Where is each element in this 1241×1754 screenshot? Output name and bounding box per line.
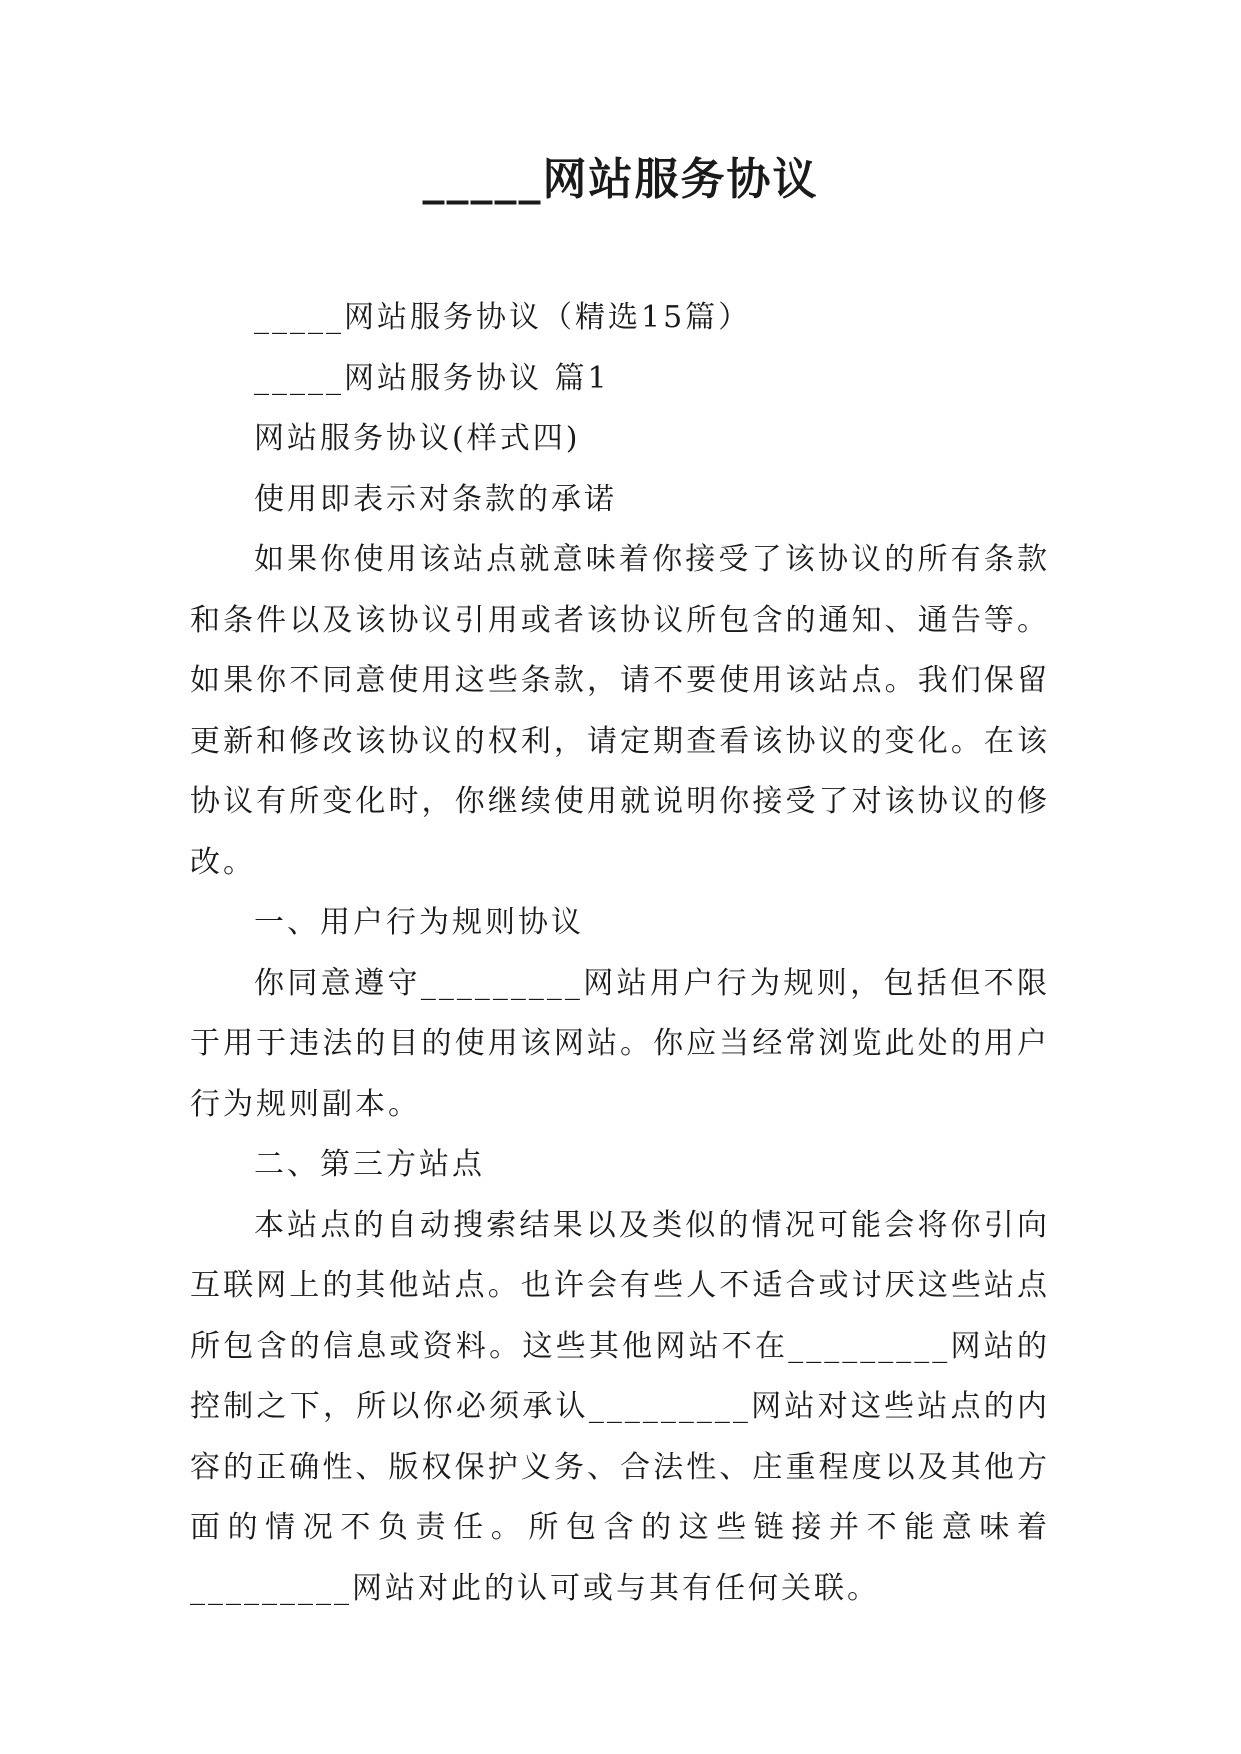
section-heading-third-party: 二、第三方站点: [254, 1147, 485, 1182]
terms-commitment-heading: 使用即表示对条款的承诺: [254, 481, 617, 517]
document-body: [190, 288, 1050, 1619]
paragraph-third-party: 本站点的自动搜索结果以及类似的情况可能会将你引向互联网上的其他站点。也许会有些人不适合或讨厌这些站点所包含的信息或资料。这些其他网站不在_________网站的控制之下，所以你必须承认_________网站对这些站点的内容的正确性、版权保护义务、合法性、庄重程度以及其他方面的情况不负责任。所包含的这些链接并不能意味着_________网站对此的认可或与其有任何关联。: [190, 1207, 1050, 1606]
agreement-style-label: 网站服务协议(样式四): [254, 421, 581, 456]
subtitle-selection: _____网站服务协议（精选15篇）: [254, 300, 752, 335]
section-heading-part1: _____网站服务协议 篇1: [254, 360, 610, 396]
section-heading-user-conduct: 一、用户行为规则协议: [254, 905, 584, 940]
document-title: _____网站服务协议: [422, 154, 819, 205]
paragraph-acceptance: 如果你使用该站点就意味着你接受了该协议的所有条款和条件以及该协议引用或者该协议所包含的通知、通告等。如果你不同意使用这些条款，请不要使用该站点。我们保留更新和修改该协议的权利，请定期查看该协议的变化。在该协议有所变化时，你继续使用就说明你接受了对该协议的修改。: [190, 542, 1050, 880]
paragraph-user-conduct: 你同意遵守_________网站用户行为规则，包括但不限于用于违法的目的使用该网站。你应当经常浏览此处的用户行为规则副本。: [190, 965, 1050, 1122]
